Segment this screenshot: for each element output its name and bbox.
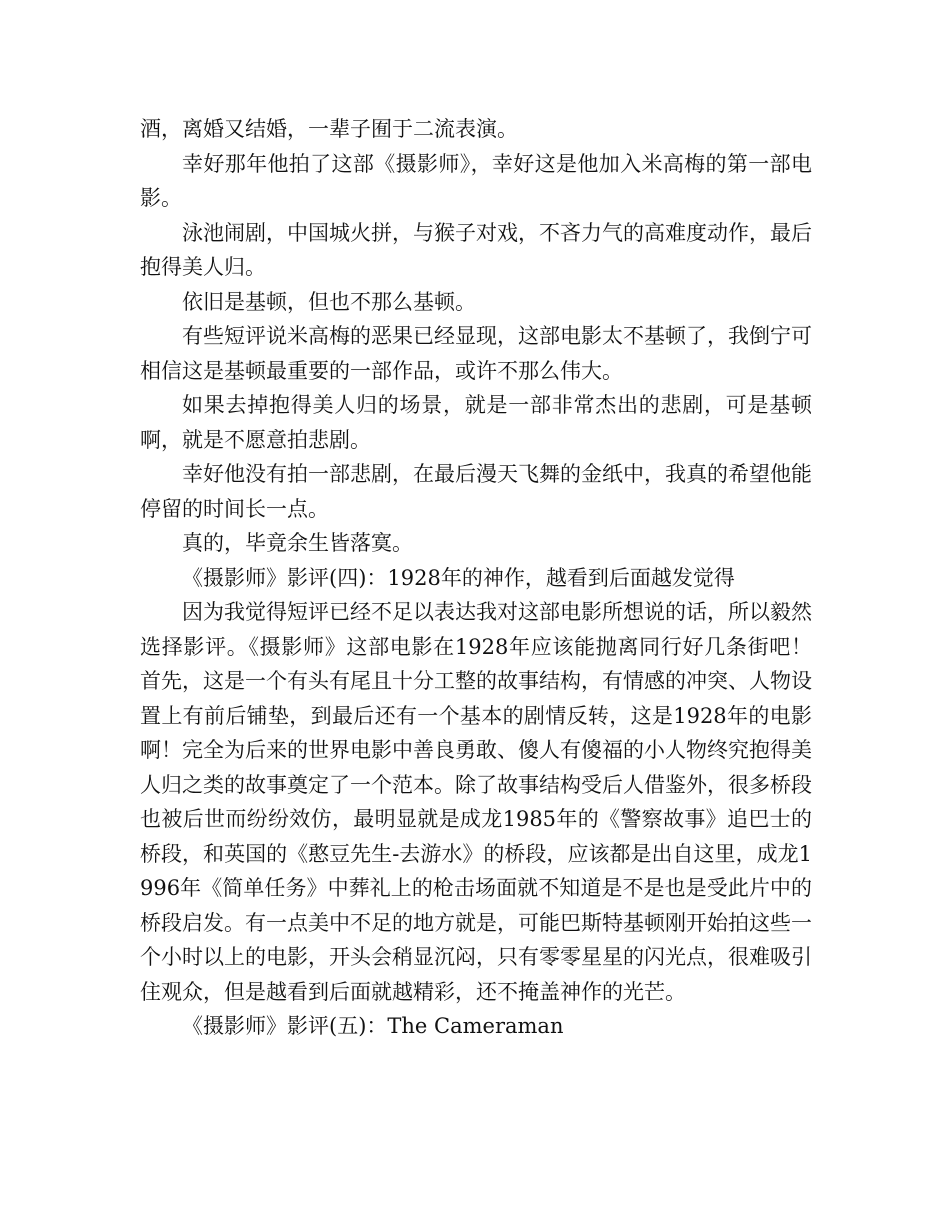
paragraph: 泳池闹剧，中国城火拼，与猴子对戏，不吝力气的高难度动作，最后抱得美人归。 — [140, 220, 812, 279]
paragraph: 依旧是基顿，但也不那么基顿。 — [182, 289, 476, 314]
paragraph-continuation: 酒，离婚又结婚，一辈子囿于二流表演。 — [140, 117, 518, 141]
section-heading: 《摄影师》影评(五)：The Cameraman — [182, 1014, 564, 1038]
paragraph: 因为我觉得短评已经不足以表达我对这部电影所想说的话，所以毅然选择影评。《摄影师》这部电影在1928年应该能抛离同行好几条街吧！首先，这是一个有头有尾且十分工整的故事结构，有情感的冲突、人物设置上有前后铺垫，到最后还有一个基本的剧情反转，这是1928年的电影啊！完全为后来的世界电影中善良勇敢、傻人有傻福的小人物终究抱得美人归之类的故事奠定了一个范本。除了故事结构受后人借鉴外，很多桥段也被后世而纷纷效仿，最明显就是成龙1985年的《警察故事》追巴士的桥段，和英国的《憨豆先生-去游水》的桥段，应该都是出自这里，成龙1996年《简单任务》中葬礼上的枪击场面就不知道是不是也是受此片中的桥段启发。有一点美中不足的地方就是，可能巴斯特基顿刚开始拍这些一个小时以上的电影，开头会稍显沉闷，只有零零星星的闪光点，很难吸引住观众，但是越看到后面就越精彩，还不掩盖神作的光芒。 — [140, 600, 812, 1004]
section-heading: 《摄影师》影评(四)：1928年的神作，越看到后面越发觉得 — [182, 565, 735, 590]
paragraph: 幸好那年他拍了这部《摄影师》，幸好这是他加入米高梅的第一部电影。 — [140, 151, 812, 210]
paragraph: 真的，毕竟余生皆落寞。 — [182, 531, 413, 555]
paragraph: 如果去掉抱得美人归的场景，就是一部非常杰出的悲剧，可是基顿啊，就是不愿意拍悲剧。 — [140, 393, 812, 452]
paragraph: 有些短评说米高梅的恶果已经显现，这部电影太不基顿了，我倒宁可相信这是基顿最重要的一部作品，或许不那么伟大。 — [140, 324, 812, 383]
paragraph: 幸好他没有拍一部悲剧，在最后漫天飞舞的金纸中，我真的希望他能停留的时间长一点。 — [140, 462, 812, 521]
